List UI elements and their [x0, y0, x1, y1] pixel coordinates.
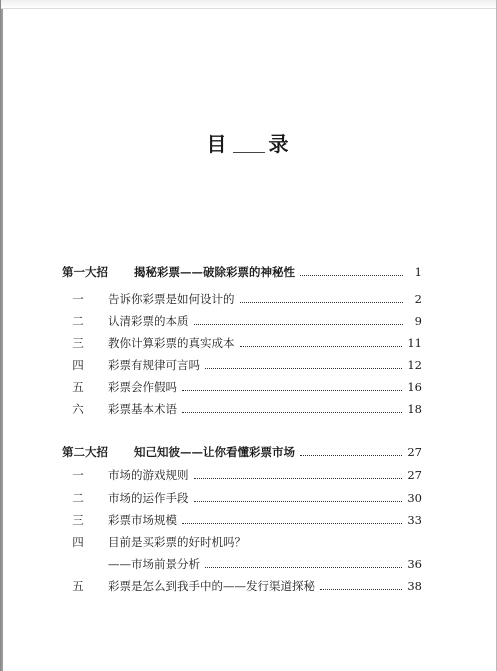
toc-chapter-entry[interactable] [62, 312, 422, 330]
toc-entry-number: 二 [72, 314, 84, 328]
toc-chapter-entry[interactable] [62, 400, 422, 418]
toc-entry-title: 彩票有规律可言吗 [108, 358, 200, 372]
toc-entry-title: 彩票基本术语 [108, 402, 177, 416]
dot-leader [320, 588, 402, 590]
toc-entry-number: 第二大招 [62, 445, 108, 459]
dot-leader [194, 477, 403, 479]
toc-chapter-entry[interactable] [62, 334, 422, 352]
toc-chapter-entry[interactable] [62, 356, 422, 374]
toc-chapter-entry[interactable] [62, 533, 422, 551]
toc-entry-title: 市场的游戏规则 [108, 468, 189, 482]
toc-entry-title: 目前是买彩票的好时机吗？ [108, 535, 246, 549]
dot-leader [205, 566, 402, 568]
toc-chapter-entry[interactable] [62, 290, 422, 308]
toc-page-number: 16 [407, 380, 422, 394]
dot-leader [300, 274, 403, 276]
dot-leader [182, 522, 402, 524]
toc-part-entry[interactable] [62, 443, 422, 461]
toc-chapter-entry[interactable] [62, 489, 422, 507]
toc-page-number: 27 [407, 468, 422, 482]
toc-entry-number: 一 [72, 468, 84, 482]
toc-chapter-entry[interactable] [62, 511, 422, 529]
toc-chapter-entry[interactable] [62, 466, 422, 484]
toc-entry-title: 市场的运作手段 [108, 491, 189, 505]
toc-page-number: 2 [414, 292, 422, 306]
dot-leader [240, 345, 403, 347]
toc-chapter-entry[interactable] [62, 577, 422, 595]
toc-part-entry[interactable] [62, 263, 422, 281]
toc-entry-number: 一 [72, 292, 84, 306]
toc-entry-number: 五 [72, 579, 84, 593]
title-char-1: 目 [206, 132, 229, 156]
toc-page-number: 30 [407, 491, 422, 505]
toc-entry-number: 四 [72, 358, 84, 372]
toc-page-number: 9 [414, 314, 422, 328]
toc-entry-number: 三 [72, 513, 84, 527]
toc-page-number: 11 [407, 336, 422, 350]
dot-leader [300, 454, 402, 456]
toc-entry-number: 六 [72, 402, 84, 416]
toc-entry-title: 告诉你彩票是如何设计的 [108, 292, 235, 306]
toc-entry-number: 四 [72, 535, 84, 549]
toc-page-number: 1 [414, 265, 422, 279]
toc-entry-number: 三 [72, 336, 84, 350]
toc-entry-number: 第一大招 [62, 265, 108, 279]
toc-entry-title: 知己知彼——让你看懂彩票市场 [134, 445, 295, 459]
toc-entry-number: 二 [72, 491, 84, 505]
toc-entry-number: 五 [72, 380, 84, 394]
toc-page-number: 36 [407, 557, 422, 571]
toc-entry-title: 彩票是怎么到我手中的——发行渠道探秘 [108, 579, 315, 593]
dot-leader [182, 389, 402, 391]
toc-page-number: 18 [407, 402, 422, 416]
title-char-2: 录 [268, 132, 291, 156]
dot-leader [182, 411, 402, 413]
dot-leader [205, 367, 402, 369]
toc-entry-title: 认清彩票的本质 [108, 314, 189, 328]
toc-chapter-entry[interactable] [62, 555, 422, 573]
toc-page-number: 33 [407, 513, 422, 527]
dot-leader [240, 301, 404, 303]
toc-entry-title: 教你计算彩票的真实成本 [108, 336, 235, 350]
toc-page-number: 27 [407, 445, 422, 459]
toc-entry-title: 揭秘彩票——破除彩票的神秘性 [134, 265, 295, 279]
toc-page-number: 12 [407, 358, 422, 372]
toc-entry-title: 彩票市场规模 [108, 513, 177, 527]
toc-entry-title: 彩票会作假吗 [108, 380, 177, 394]
toc-entry-title: ——市场前景分析 [108, 557, 200, 571]
dot-leader [194, 500, 403, 502]
toc-page-number: 38 [407, 579, 422, 593]
toc-chapter-entry[interactable] [62, 378, 422, 396]
dot-leader [194, 323, 404, 325]
